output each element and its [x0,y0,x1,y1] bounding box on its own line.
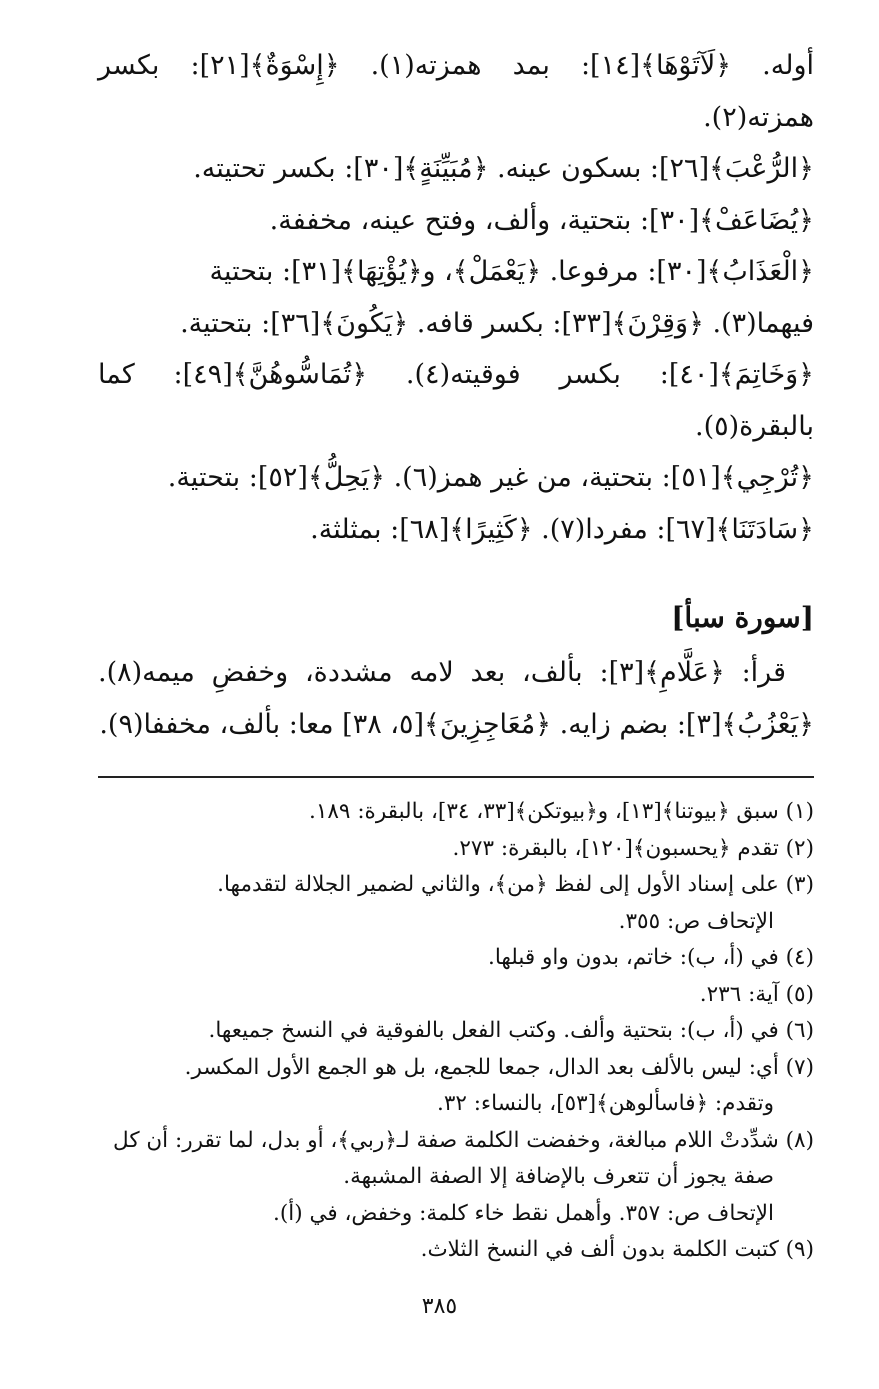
main-text-line: ﴿يُضَاعَفْ﴾[٣٠]: بتحتية، وألف، وفتح عينه، مخففة. [269,204,814,236]
footnote-line: (٥) آية: ٢٣٦. [699,981,814,1007]
footnote-line: (٧) أي: ليس بالألف بعد الدال، جمعا للجمع، بل هو الجمع الأول المكسر. [184,1054,814,1080]
footnote-line: (٤) في (أ، ب): خاتم، بدون واو قبلها. [488,945,814,970]
footnote-line: (٩) كتبت الكلمة بدون ألف في النسخ الثلاث. [420,1237,814,1262]
footnote-line: (٦) في (أ، ب): بتحتية وألف. وكتب الفعل بالفوقية في النسخ جميعها. [208,1018,814,1043]
footnote-reference: وتقدم: ﴿فاسألوهن﴾[٥٣]، بالنساء: ٣٢. [437,1091,774,1116]
main-text-line: ﴿الْعَذَابُ﴾[٣٠]: مرفوعا. ﴿يَعْمَلْ﴾، و﴿يُؤْتِهَا﴾[٣١]: بتحتية [209,256,814,287]
footnote-4 [98,940,814,977]
footnote-line: (٢) تقدم ﴿يحسبون﴾[١٢٠]، بالبقرة: ٢٧٣. [452,835,814,861]
page-content [98,40,814,1269]
surah-paragraph: قرأ: ﴿عَلَّامِ﴾[٣]: بألف، بعد لامه مشددة، وخفضِ ميمه(٨). ﴿يَعْزُبُ﴾[٣]: بضم زايه. ﴿مُعَاجِزِينَ﴾[٥، ٣٨] معا: بألف، مخففا(٩). [98,657,814,740]
footnote-8 [98,1123,814,1233]
main-text-line: ﴿سَادَتَنَا﴾[٦٧]: مفردا(٧). ﴿كَثِيرًا﴾[٦٨]: بمثلثة. [310,513,814,545]
footnote-9 [98,1232,814,1269]
page-number: ٣٨٥ [421,1294,458,1319]
main-text-line: ﴿الرُّعْبَ﴾[٢٦]: بسكون عينه. ﴿مُبَيِّنَةٍ﴾[٣٠]: بكسر تحتيته. [193,153,814,184]
footnote-line: (٣) على إسناد الأول إلى لفظ ﴿من﴾، والثاني لضمير الجلالة لتقدمها. [217,872,814,897]
footnote-divider [98,776,814,778]
footnote-reference: الإتحاف ص: ٣٥٧. وأهمل نقط خاء كلمة: وخفض، في (أ). [273,1200,774,1226]
main-text-line: ﴿وَخَاتِمَ﴾[٤٠]: بكسر فوقيته(٤). ﴿تُمَاسُّوهُنَّ﴾[٤٩]: كما بالبقرة(٥). [98,359,814,442]
main-text-block [98,40,814,555]
footnote-reference: الإتحاف ص: ٣٥٥. [618,908,774,934]
footnote-5 [98,977,814,1014]
footnote-3 [98,867,814,940]
footnote-7 [98,1050,814,1123]
main-text-line: ﴿تُرْجِي﴾[٥١]: بتحتية، من غير همز(٦). ﴿يَحِلُّ﴾[٥٢]: بتحتية. [167,462,814,493]
main-text-line: أوله. ﴿لَآتَوْهَا﴾[١٤]: بمد همزته(١). ﴿إِسْوَةٌ﴾[٢١]: بكسر همزته(٢). [98,50,815,133]
footnote-2 [98,831,814,868]
surah-heading: [سورة سبأ] [671,601,814,634]
main-text-line: فيهما(٣). ﴿وَقِرْنَ﴾[٣٣]: بكسر قافه. ﴿يَكُونَ﴾[٣٦]: بتحتية. [180,307,814,339]
footnote-line: (٨) شدِّدتْ اللام مبالغة، وخفضت الكلمة صفة لـ﴿ربي﴾، أو بدل، لما تقرر: أن كل صفة يجوز أن تتعرف بالإضافة إلا الصفة المشبهة. [113,1127,814,1189]
footnote-line: (١) سبق ﴿بيوتنا﴾[١٣]، و﴿بيوتكن﴾[٣٣، ٣٤]، بالبقرة: ١٨٩. [308,799,814,824]
footnote-6 [98,1013,814,1050]
footnote-1 [98,794,814,831]
footnotes-block [98,794,814,1269]
